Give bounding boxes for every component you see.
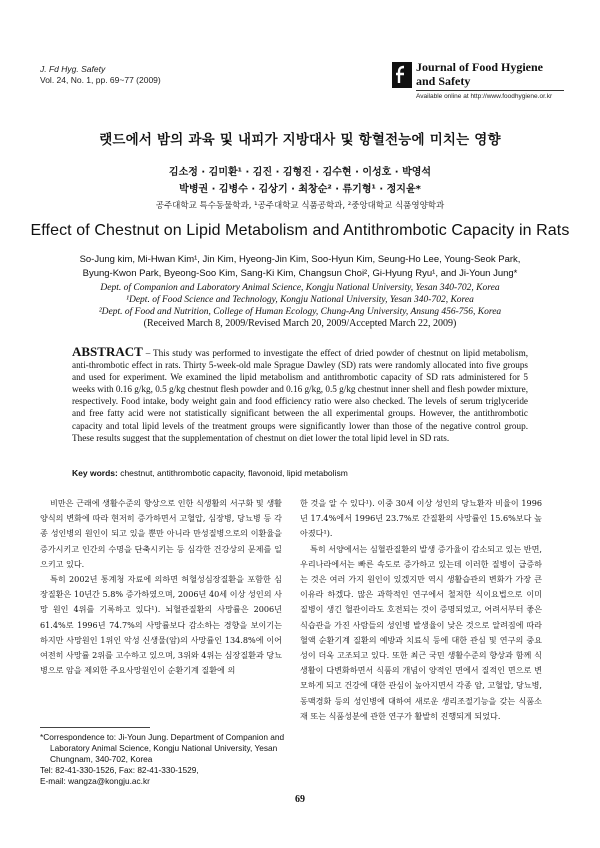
journal-meta — [40, 64, 161, 86]
journal-logo-icon — [392, 62, 412, 88]
korean-title: 랫드에서 밤의 과육 및 내피가 지방대사 및 항혈전능에 미치는 영향 — [99, 132, 501, 148]
abstract-heading: ABSTRACT — [72, 344, 143, 359]
journal-short-name: J. Fd Hyg. Safety — [40, 64, 106, 74]
english-title: Effect of Chestnut on Lipid Metabolism and Antithrombotic Capacity in Rats — [30, 222, 570, 239]
received-dates: (Received March 8, 2009/Revised March 20, 2009/Accepted March 22, 2009) — [143, 318, 457, 329]
keywords-text: chestnut, antithrombotic capacity, flavonoid, lipid metabolism — [120, 468, 348, 478]
logo-url: Available online at http://www.foodhygiene.or.kr — [416, 93, 553, 100]
logo-divider — [416, 90, 564, 91]
page-number: 69 — [295, 794, 305, 805]
body-paragraph: 한 것을 알 수 있다¹). 이중 30세 이상 성인의 당뇨환자 비율이 1996년 17.4%에서 1996년 23.7%로 간질환의 사망률인 15.6%보다 높아졌다¹). — [300, 498, 542, 539]
journal-logo — [392, 58, 572, 110]
keywords-label: Key words: — [72, 468, 118, 478]
korean-authors: 김소정 · 김미환¹ · 김진 · 김형진 · 김수현 · 이성호 · 박영석 박병권 · 김병수 · 김상기 · 최창순² · 류기형¹ · 정지윤* — [168, 167, 432, 195]
english-authors: So-Jung kim, Mi-Hwan Kim¹, Jin Kim, Hyeong-Jin Kim, Soo-Hyun Kim, Seung-Ho Lee, Young-Seok Park, Byung-Kwon Park, Byeong-Soo Kim, Sang-Ki Kim, Changsun Choi², Gi-Hyung Ryu¹, and Ji-Youn Jung* — [79, 254, 521, 279]
body-left-column — [40, 496, 282, 678]
correspondence-footnote: *Correspondence to: Ji-Youn Jung. Department of Companion and Laboratory Animal Science, Kongju National University, Yesan Chungnam, 340-702, Korea Tel: 82-41-330-1526, Fax: 82-41-330-1529, E-mail: wangza@kongju.ac.kr — [40, 732, 285, 786]
korean-affiliations: 공주대학교 특수동물학과, ¹공주대학교 식품공학과, ²중앙대학교 식품영양학과 — [155, 201, 445, 211]
footnote-divider — [40, 727, 150, 728]
body-paragraph: 특히 서양에서는 심혈관질환의 발생 증가율이 감소되고 있는 반면, 우리나라에서는 빠른 속도로 증가하고 있는데 이러한 질병이 급증하는 것은 여러 가지 원인이 있겠지만 역시 생활습관의 변화가 가장 큰 이유라 하겠다. 많은 과학적인 연구에서 철저한 식이요법으로 이미 질병이 생긴 혈관이라도 호전되는 것이 증명되었고, 어려서부터 좋은 식습관을 가진 사람들의 성인병 발생율이 낮은 것으로 알려짐에 따라 혈액 순환기계 질환의 예방과 치료식 등에 대한 관심 및 연구의 중요성이 더욱 고조되고 있다. 또한 최근 국민 생활수준의 향상과 함께 식생활이 다변화하면서 식품의 개념이 양적인 면에서 질적인 면으로 변모하게 되고 건강에 대한 관심이 높아지면서 각종 암, 고혈압, 당뇨병, 동맥경화 등의 성인병에 대하여 새로운 생리조절기능을 갖는 식품소재 또는 식품성분에 관한 연구가 활발히 진행되게 되었다. — [300, 543, 542, 721]
volume-info: Vol. 24, No. 1, pp. 69~77 (2009) — [40, 75, 161, 85]
keywords — [72, 468, 528, 478]
body-right-column — [300, 496, 542, 724]
abstract-text: – This study was performed to investigate the effect of dried powder of chestnut on lipid metabolism, anti-thrombotic effect in rats. Thirty 5-week-old male Sprague Dawley (SD) rats were randomly allocated into five groups and used for experiment. We examined the lipid metabolism and antithrombotic capacity of SD rats administered for 5 weeks with 0.16 g/kg, 0.5 g/kg chestnut flesh powder and 0.16 g/kg, 0.5 g/kg chestnut inner shell and flesh powder mixture, respectively. Food intake, body weight gain and food efficiency ratio were also checked. The levels of serum triglyceride and free fatty acid were not statistically significant between the all experimental groups. However, the antithrombotic capacity and total lipid levels of the treatment groups were significantly lower than those of the negative control group. These results suggest that the supplementation of chestnut on diet lower the total lipid level in SD rats. — [72, 348, 529, 443]
body-paragraph: 특히 2002년 통계청 자료에 의하면 허혈성심장질환을 포함한 심장질환은 10년간 5.8% 증가하였으며, 2006년 40세 이상 성인의 사망 원인 4위를 기록하고 있다¹). 뇌혈관질환의 사망률은 2006년 61.4%로 1996년 74.7%의 사망률보다 감소하는 경향을 보이기는 하지만 사망원인 1위인 악성 신생물(암)의 사망률인 134.8%에 이어 여전히 사망률 2위를 고수하고 있으며, 3위와 4위는 심장질환과 당뇨병으로 암을 제외한 주요사망원인이 순환기계 질환에 의 — [40, 574, 282, 676]
english-affiliations: Dept. of Companion and Laboratory Animal Science, Kongju National University, Yesan 340-702, Korea ¹Dept. of Food Science and Technology, Kongju National University, Yesan 340-702, Korea ²Dept. of Food and Nutrition, College of Human Ecology, Chung-Ang University, Ansung 456-756, Korea — [98, 283, 502, 317]
body-paragraph: 비만은 근래에 생활수준의 향상으로 인한 식생활의 서구화 및 생활양식의 변화에 따라 현저히 증가하면서 고혈압, 심장병, 당뇨병 등 각종 성인병의 원인이 되고 있을 뿐만 아니라 만성질병으로의 이환율을 증가시키고 인간의 수명을 단축시키는 등 심각한 건강상의 문제를 일으키고 있다. — [40, 498, 282, 569]
abstract — [72, 346, 528, 444]
logo-title: Journal of Food Hygiene and Safety — [416, 60, 544, 88]
